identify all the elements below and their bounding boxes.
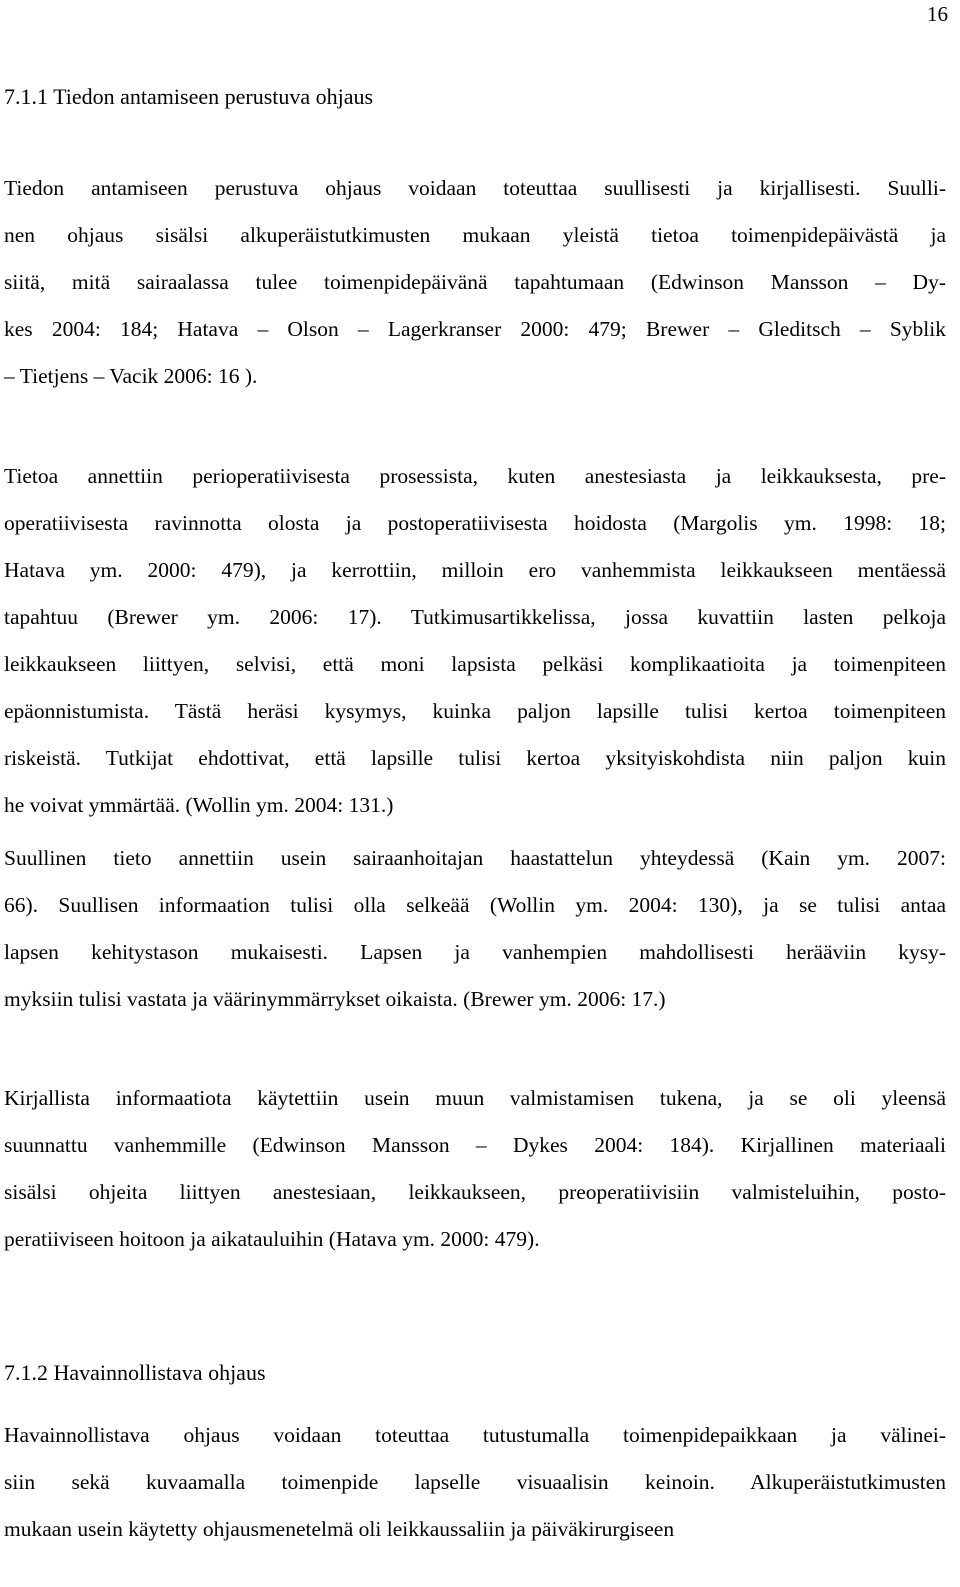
- paragraph-line: Hatava ym. 2000: 479), ja kerrottiin, milloin ero vanhemmista leikkaukseen mentäessä: [4, 558, 946, 582]
- paragraph-line: nen ohjaus sisälsi alkuperäistutkimusten mukaan yleistä tietoa toimenpidepäivästä ja: [4, 223, 946, 247]
- paragraph-line: Suullinen tieto annettiin usein sairaanhoitajan haastattelun yhteydessä (Kain ym. 2007:: [4, 846, 946, 870]
- paragraph-line: myksiin tulisi vastata ja väärinymmärrykset oikaista. (Brewer ym. 2006: 17.): [4, 987, 666, 1011]
- paragraph-line: lapsen kehitystason mukaisesti. Lapsen ja vanhempien mahdollisesti herääviin kysy-: [4, 940, 946, 964]
- paragraph-line: siin sekä kuvaamalla toimenpide lapselle visuaalisin keinoin. Alkuperäistutkimusten: [4, 1470, 946, 1494]
- paragraph-line: suunnattu vanhemmille (Edwinson Mansson – Dykes 2004: 184). Kirjallinen materiaali: [4, 1133, 946, 1157]
- paragraph-line: mukaan usein käytetty ohjausmenetelmä oli leikkaussaliin ja päiväkirurgiseen: [4, 1517, 675, 1541]
- page-number: 16: [927, 2, 948, 26]
- paragraph-line: epäonnistumista. Tästä heräsi kysymys, kuinka paljon lapsille tulisi kertoa toimenpiteen: [4, 699, 946, 723]
- paragraph-line: siitä, mitä sairaalassa tulee toimenpidepäivänä tapahtumaan (Edwinson Mansson – Dy-: [4, 270, 946, 294]
- paragraph-line: sisälsi ohjeita liittyen anestesiaan, leikkaukseen, preoperatiivisiin valmisteluihin, posto-: [4, 1180, 946, 1204]
- paragraph-2: [4, 463, 946, 839]
- paragraph-line: Havainnollistava ohjaus voidaan toteuttaa tutustumalla toimenpidepaikkaan ja välinei-: [4, 1423, 946, 1447]
- paragraph-line: operatiivisesta ravinnotta olosta ja postoperatiivisesta hoidosta (Margolis ym. 1998: 18;: [4, 511, 946, 535]
- section-heading-7-1-1: 7.1.1 Tiedon antamiseen perustuva ohjaus: [4, 84, 374, 109]
- paragraph-3: [4, 845, 946, 1033]
- paragraph-5: [4, 1422, 946, 1563]
- paragraph-1: [4, 175, 946, 410]
- paragraph-line: he voivat ymmärtää. (Wollin ym. 2004: 131.): [4, 793, 394, 817]
- paragraph-line: Kirjallista informaatiota käytettiin usein muun valmistamisen tukena, ja se oli yleensä: [4, 1086, 946, 1110]
- paragraph-line: riskeistä. Tutkijat ehdottivat, että lapsille tulisi kertoa yksityiskohdista niin paljon kuin: [4, 746, 946, 770]
- paragraph-line: tapahtuu (Brewer ym. 2006: 17). Tutkimusartikkelissa, jossa kuvattiin lasten pelkoja: [4, 605, 946, 629]
- paragraph-line: Tiedon antamiseen perustuva ohjaus voidaan toteuttaa suullisesti ja kirjallisesti. Suulli-: [4, 176, 946, 200]
- paragraph-line: kes 2004: 184; Hatava – Olson – Lagerkranser 2000: 479; Brewer – Gleditsch – Syblik: [4, 317, 946, 341]
- paragraph-line: Tietoa annettiin perioperatiivisesta prosessista, kuten anestesiasta ja leikkauksesta, pre-: [4, 464, 946, 488]
- paragraph-4: [4, 1085, 946, 1273]
- paragraph-line: leikkaukseen liittyen, selvisi, että moni lapsista pelkäsi komplikaatioita ja toimenpiteen: [4, 652, 946, 676]
- paragraph-line: peratiiviseen hoitoon ja aikatauluihin (Hatava ym. 2000: 479).: [4, 1227, 540, 1251]
- paragraph-line: 66). Suullisen informaation tulisi olla selkeää (Wollin ym. 2004: 130), ja se tulisi antaa: [4, 893, 946, 917]
- section-heading-7-1-2: 7.1.2 Havainnollistava ohjaus: [4, 1360, 266, 1385]
- paragraph-line: – Tietjens – Vacik 2006: 16 ).: [4, 364, 258, 388]
